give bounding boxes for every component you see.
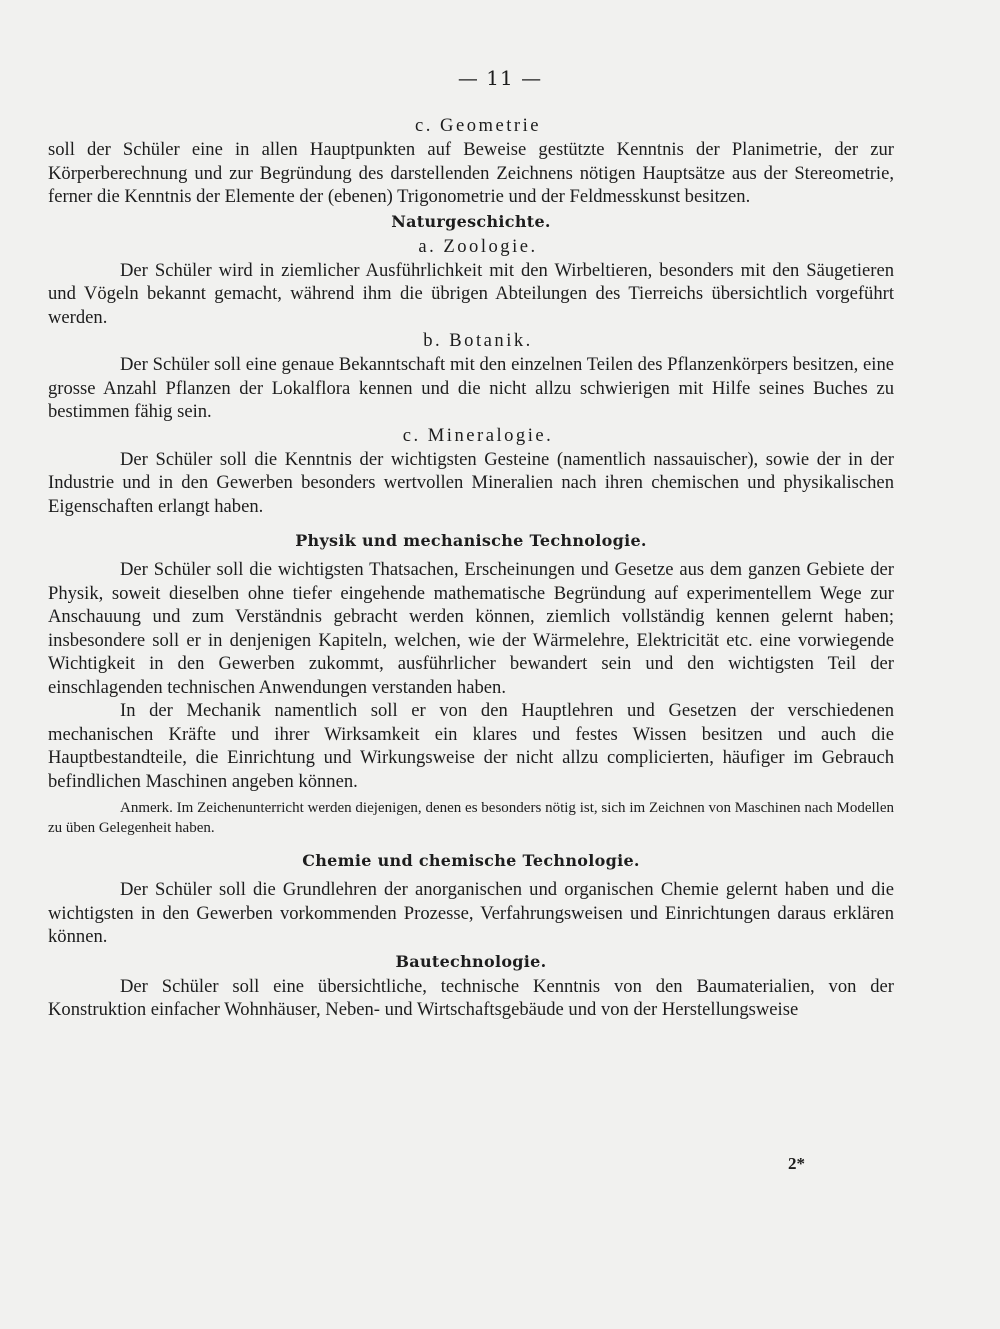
paragraph-zoologie: Der Schüler wird in ziemlicher Ausführlichkeit mit den Wirbeltieren, besonders mit den Säugetieren und Vögeln bekannt gemacht, während ihm die übrigen Abteilungen des Tierreichs übersichtlich vorgeführt werden. [48,259,894,328]
heading-naturgeschichte: Naturgeschichte. [391,211,551,231]
signature-mark: 2* [788,1154,805,1173]
heading-chemie: Chemie und chemische Technologie. [302,851,640,870]
paragraph-geometrie: soll der Schüler eine in allen Hauptpunkten auf Beweise gestützte Kenntnis der Planimetrie, der zur Körperberechnung und zur Begründung des darstellenden Zeichnens nötigen Hauptsätze aus der Stereometrie, ferner die Kenntnis der Elemente der (ebenen) Trigonometrie und der Feldmesskunst besitzen. [48,139,894,207]
paragraph-physik-1: Der Schüler soll die wichtigsten Thatsachen, Erscheinungen und Gesetze aus dem ganzen Gebiete der Physik, soweit dieselben ohne tiefer eingehende mathematische Begründung auf experimentellem Wege zur Anschauung und zum Verständnis gebracht werden können, ziemlich vollständig kennen gelernt haben; insbesondere soll er in denjenigen Kapiteln, welchen, wie der Wärmelehre, Elektricität etc. eine vorwiegende Wichtigkeit in den Gewerben zukommt, ausführlicher bewandert sein und den wichtigsten Teil der einschlagenden technischen Anwendungen verstanden haben. [48,559,894,698]
section-title-mineralogie: c. Mineralogie. [402,424,554,446]
heading-bautechnologie: Bautechnologie. [395,951,547,971]
paragraph-physik-2: In der Mechanik namentlich soll er von den Hauptlehren und Gesetzen der verschiedenen mechanischen Kräfte und ihrer Wirksamkeit ein klares und festes Wissen besitzen und auch die Hauptbestandteile, die Einrichtung und Wirkungsweise der nicht allzu complicierten, häufiger im Gebrauch befindlichen Maschinen angeben können. [48,700,894,792]
section-title-botanik: b. Botanik. [423,330,533,351]
paragraph-botanik: Der Schüler soll eine genaue Bekanntschaft mit den einzelnen Teilen des Pflanzenkörpers besitzen, eine grosse Anzahl Pflanzen der Lokalflora kennen und die nicht allzu schwierigen mit Hilfe seines Buches zu bestimmen fähig sein. [48,354,894,422]
section-title-zoologie: a. Zoologie. [418,235,538,257]
section-title-geometrie: c. Geometrie [414,115,542,136]
heading-physik: Physik und mechanische Technologie. [295,531,647,550]
page-body [48,114,894,1022]
page-number: — 11 — [457,66,543,90]
paragraph-mineralogie: Der Schüler soll die Kenntnis der wichtigsten Gesteine (namentlich nassauischer), sowie der in der Industrie und in den Gewerben besonders wertvollen Mineralien nach ihren chemischen und physikalischen Eigenschaften erlangt haben. [48,448,894,517]
footnote-anmerkung: Anmerk. Im Zeichenunterricht werden diejenigen, denen es besonders nötig ist, sich im Zeichnen von Maschinen nach Modellen zu üben Gelegenheit haben. [48,800,894,836]
paragraph-chemie: Der Schüler soll die Grundlehren der anorganischen und organischen Chemie gelernt haben und die wichtigsten in den Gewerben vorkommenden Prozesse, Verfahrungsweisen und Einrichtungen daraus erklären können. [48,879,894,947]
paragraph-bautechnologie: Der Schüler soll eine übersichtliche, technische Kenntnis von den Baumaterialien, von der Konstruktion einfacher Wohnhäuser, Neben- und Wirtschaftsgebäude und von der Herstellungsweise [48,975,894,1020]
